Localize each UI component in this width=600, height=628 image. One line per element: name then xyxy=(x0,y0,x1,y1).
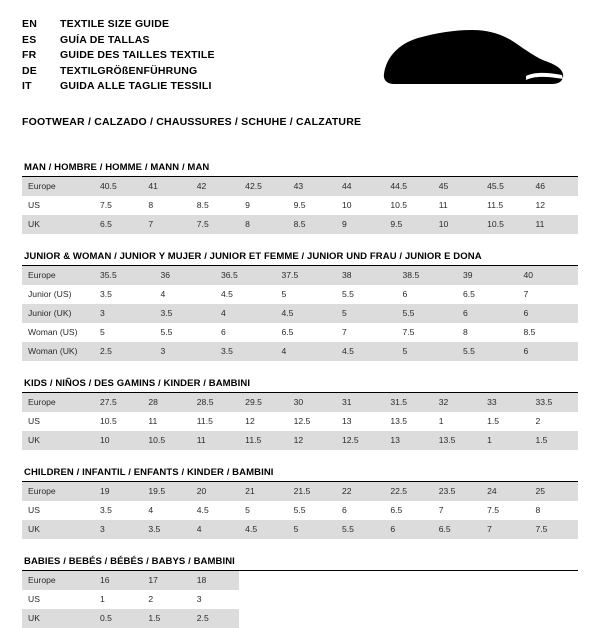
size-table xyxy=(22,266,578,361)
size-table-body xyxy=(22,482,578,539)
size-cell: 1 xyxy=(100,594,105,604)
row-label: US xyxy=(28,505,40,515)
row-label: US xyxy=(28,416,40,426)
dress-shoe-icon xyxy=(376,22,566,94)
size-cell: 12 xyxy=(535,200,546,210)
section-title: CHILDREN / INFANTIL / ENFANTS / KINDER / BAMBINI xyxy=(22,467,578,482)
row-label: Junior (US) xyxy=(28,289,72,299)
size-cell: 3.5 xyxy=(142,520,190,539)
size-cell: 3.5 xyxy=(100,505,112,515)
size-cell: 7 xyxy=(142,215,190,234)
document-header xyxy=(0,0,600,110)
size-cell: 8.5 xyxy=(523,327,536,337)
size-cell: 5.5 xyxy=(457,342,518,361)
language-title-list xyxy=(22,18,215,96)
size-cell: 10 xyxy=(341,200,352,210)
table-row xyxy=(22,393,578,412)
size-cell: 7.5 xyxy=(100,200,112,210)
size-table xyxy=(22,482,578,539)
size-cell: 6 xyxy=(518,342,579,361)
size-cell: 4.5 xyxy=(196,505,209,515)
table-row xyxy=(22,520,578,539)
size-cell: 16 xyxy=(94,571,142,590)
size-cell: 6 xyxy=(518,304,579,323)
language-row xyxy=(22,80,215,96)
size-cell: 38 xyxy=(336,266,397,285)
size-cell: 9 xyxy=(336,215,384,234)
size-cell: 6.5 xyxy=(463,289,475,299)
size-table-body xyxy=(22,393,578,450)
size-cell: 12.5 xyxy=(336,431,384,450)
empty-cell xyxy=(481,609,529,628)
size-cell: 2.5 xyxy=(191,609,239,628)
size-cell: 12.5 xyxy=(293,416,311,426)
size-cell: 7.5 xyxy=(402,327,415,337)
dress-shoe-icon-svg xyxy=(376,22,566,94)
empty-cell xyxy=(384,609,432,628)
size-cell: 6.5 xyxy=(281,327,294,337)
size-cell: 5 xyxy=(281,289,287,299)
size-cell: 5 xyxy=(245,505,250,515)
size-cell: 5.5 xyxy=(293,505,306,515)
size-cell: 33 xyxy=(481,393,529,412)
size-cell: 36 xyxy=(155,266,216,285)
size-cell: 13 xyxy=(384,431,432,450)
size-cell: 6 xyxy=(384,520,432,539)
size-cell: 42 xyxy=(191,177,239,196)
empty-cell xyxy=(481,571,529,590)
size-cell: 23.5 xyxy=(433,482,481,501)
size-cell: 12 xyxy=(288,431,336,450)
size-cell: 30 xyxy=(288,393,336,412)
size-cell: 4.5 xyxy=(239,520,287,539)
row-label: Junior (UK) xyxy=(22,304,94,323)
section-title: BABIES / BEBÉS / BÉBÉS / BABYS / BAMBINI xyxy=(22,556,578,571)
size-cell: 41 xyxy=(142,177,190,196)
empty-cell xyxy=(530,609,578,628)
language-code: DE xyxy=(22,64,37,77)
size-cell: 33.5 xyxy=(530,393,578,412)
empty-cell xyxy=(336,571,384,590)
size-cell: 3 xyxy=(94,304,155,323)
size-cell: 3 xyxy=(94,520,142,539)
size-cell: 19 xyxy=(94,482,142,501)
language-code: IT xyxy=(22,80,32,92)
section-children xyxy=(22,467,578,539)
size-cell: 31 xyxy=(336,393,384,412)
language-title: GUIDA ALLE TAGLIE TESSILI xyxy=(60,80,212,92)
section-title: KIDS / NIÑOS / DES GAMINS / KINDER / BAMBINI xyxy=(22,378,578,393)
empty-cell xyxy=(336,609,384,628)
language-title: GUÍA DE TALLAS xyxy=(60,33,150,46)
size-cell: 1 xyxy=(438,416,444,426)
size-cell: 21 xyxy=(239,482,287,501)
size-cell: 11 xyxy=(530,215,578,234)
size-cell: 4 xyxy=(148,505,154,515)
size-cell: 4 xyxy=(191,520,239,539)
size-cell: 13 xyxy=(341,416,352,426)
size-cell: 10.5 xyxy=(481,215,529,234)
size-cell: 45 xyxy=(433,177,481,196)
size-cell: 6 xyxy=(341,505,347,515)
size-cell: 27.5 xyxy=(94,393,142,412)
table-row xyxy=(22,266,578,285)
row-label: Woman (UK) xyxy=(22,342,94,361)
size-cell: 11 xyxy=(191,431,239,450)
table-row xyxy=(22,196,578,215)
size-cell: 10.5 xyxy=(142,431,190,450)
size-table xyxy=(22,393,578,450)
size-cell: 8 xyxy=(463,327,468,337)
size-cell: 6 xyxy=(221,327,226,337)
language-code: ES xyxy=(22,33,37,46)
size-cell: 9.5 xyxy=(384,215,432,234)
size-cell: 46 xyxy=(530,177,578,196)
size-cell: 7 xyxy=(342,327,347,337)
size-cell: 3 xyxy=(155,342,216,361)
size-cell: 12 xyxy=(245,416,255,426)
size-table-body xyxy=(22,266,578,361)
size-cell: 5 xyxy=(397,342,458,361)
size-cell: 3.5 xyxy=(155,304,216,323)
size-cell: 11.5 xyxy=(487,200,504,210)
size-cell: 0.5 xyxy=(94,609,142,628)
size-cell: 6.5 xyxy=(433,520,481,539)
size-cell: 40.5 xyxy=(94,177,142,196)
size-cell: 4.5 xyxy=(221,289,233,299)
table-row xyxy=(22,431,578,450)
size-cell: 7 xyxy=(481,520,529,539)
size-cell: 10 xyxy=(433,215,481,234)
size-cell: 13.5 xyxy=(390,416,408,426)
size-cell: 10 xyxy=(94,431,142,450)
table-row xyxy=(22,304,578,323)
size-cell: 28 xyxy=(142,393,190,412)
row-label: Europe xyxy=(22,571,94,590)
empty-cell xyxy=(288,571,336,590)
size-cell: 5.5 xyxy=(342,289,354,299)
size-cell: 3 xyxy=(196,594,202,604)
empty-cell xyxy=(288,609,336,628)
size-cell: 1.5 xyxy=(487,416,500,426)
size-cell: 44.5 xyxy=(384,177,432,196)
row-label: US xyxy=(28,200,40,210)
size-cell: 6 xyxy=(457,304,518,323)
size-cell: 5.5 xyxy=(397,304,458,323)
empty-cell xyxy=(433,609,481,628)
size-cell: 8 xyxy=(239,215,287,234)
language-title: TEXTILGRÖßENFÜHRUNG xyxy=(60,64,198,77)
size-cell: 10.5 xyxy=(390,200,408,210)
size-cell: 5.5 xyxy=(160,327,173,337)
table-row xyxy=(22,412,578,431)
size-cell: 22 xyxy=(336,482,384,501)
table-row xyxy=(22,501,578,520)
language-title-list-body xyxy=(22,18,215,96)
size-cell: 9.5 xyxy=(293,200,306,210)
size-cell: 7.5 xyxy=(487,505,500,515)
size-cell: 19.5 xyxy=(142,482,190,501)
size-cell: 17 xyxy=(142,571,190,590)
size-cell: 2 xyxy=(148,594,154,604)
size-cell: 1.5 xyxy=(142,609,190,628)
row-label: Europe xyxy=(22,482,94,501)
language-row xyxy=(22,49,215,65)
section-kids xyxy=(22,378,578,450)
language-row xyxy=(22,65,215,81)
size-cell: 1 xyxy=(481,431,529,450)
table-row xyxy=(22,609,578,628)
empty-cell xyxy=(239,571,287,590)
size-cell: 5 xyxy=(336,304,397,323)
table-row xyxy=(22,482,578,501)
table-row xyxy=(22,323,578,342)
size-cell: 7 xyxy=(438,505,444,515)
size-cell: 43 xyxy=(288,177,336,196)
size-cell: 8 xyxy=(148,200,154,210)
size-cell: 24 xyxy=(481,482,529,501)
row-label: UK xyxy=(22,431,94,450)
row-label: US xyxy=(28,594,40,604)
size-cell: 42.5 xyxy=(239,177,287,196)
size-cell: 4.5 xyxy=(276,304,337,323)
size-cell: 44 xyxy=(336,177,384,196)
section-junior-woman xyxy=(22,251,578,361)
size-cell: 7.5 xyxy=(530,520,578,539)
size-cell: 9 xyxy=(245,200,250,210)
empty-cell xyxy=(384,571,432,590)
section-man xyxy=(22,162,578,234)
size-cell: 5.5 xyxy=(336,520,384,539)
size-cell: 10.5 xyxy=(100,416,117,426)
empty-cell xyxy=(433,571,481,590)
language-code: EN xyxy=(22,18,37,30)
category-heading: FOOTWEAR / CALZADO / CHAUSSURES / SCHUHE / CALZATURE xyxy=(22,116,362,128)
size-cell: 7.5 xyxy=(191,215,239,234)
row-label: Europe xyxy=(22,266,94,285)
size-cell: 4 xyxy=(276,342,337,361)
table-row xyxy=(22,342,578,361)
size-cell: 6 xyxy=(402,289,408,299)
size-cell: 5 xyxy=(100,327,105,337)
language-row xyxy=(22,18,215,34)
row-label: Woman (US) xyxy=(28,327,78,337)
size-cell: 2.5 xyxy=(94,342,155,361)
size-cell: 36.5 xyxy=(215,266,276,285)
size-cell: 11.5 xyxy=(239,431,287,450)
size-cell: 4 xyxy=(160,289,166,299)
size-table xyxy=(22,177,578,234)
row-label: UK xyxy=(22,609,94,628)
size-cell: 7 xyxy=(523,289,529,299)
size-cell: 4.5 xyxy=(336,342,397,361)
size-cell: 4 xyxy=(215,304,276,323)
size-cell: 8 xyxy=(535,505,541,515)
size-cell: 37.5 xyxy=(276,266,337,285)
size-cell: 38.5 xyxy=(397,266,458,285)
size-cell: 6.5 xyxy=(390,505,403,515)
language-code: FR xyxy=(22,49,37,61)
table-row xyxy=(22,285,578,304)
size-cell: 13.5 xyxy=(433,431,481,450)
table-row xyxy=(22,571,578,590)
size-cell: 8.5 xyxy=(288,215,336,234)
size-cell: 25 xyxy=(530,482,578,501)
size-cell: 6.5 xyxy=(94,215,142,234)
size-cell: 45.5 xyxy=(481,177,529,196)
section-babies xyxy=(22,556,578,628)
size-cell: 28.5 xyxy=(191,393,239,412)
size-cell: 5 xyxy=(288,520,336,539)
size-cell: 18 xyxy=(191,571,239,590)
size-cell: 39 xyxy=(457,266,518,285)
row-label: UK xyxy=(22,520,94,539)
table-row xyxy=(22,215,578,234)
size-cell: 1.5 xyxy=(530,431,578,450)
language-title: TEXTILE SIZE GUIDE xyxy=(60,18,170,30)
size-cell: 3.5 xyxy=(100,289,112,299)
language-row xyxy=(22,34,215,50)
size-cell: 11 xyxy=(148,416,158,426)
empty-cell xyxy=(530,571,578,590)
size-cell: 3.5 xyxy=(215,342,276,361)
size-cell: 40 xyxy=(518,266,579,285)
empty-cell xyxy=(239,609,287,628)
size-cell: 29.5 xyxy=(239,393,287,412)
section-title: JUNIOR & WOMAN / JUNIOR Y MUJER / JUNIOR ET FEMME / JUNIOR UND FRAU / JUNIOR E DONA xyxy=(22,251,578,266)
size-cell: 20 xyxy=(191,482,239,501)
size-sections xyxy=(0,162,600,628)
row-label: Europe xyxy=(22,177,94,196)
size-cell: 32 xyxy=(433,393,481,412)
size-cell: 11 xyxy=(438,200,448,210)
size-cell: 11.5 xyxy=(196,416,213,426)
size-table-body xyxy=(22,177,578,234)
table-row xyxy=(22,177,578,196)
size-cell: 21.5 xyxy=(288,482,336,501)
size-cell: 2 xyxy=(535,416,541,426)
row-label: UK xyxy=(22,215,94,234)
section-title: MAN / HOMBRE / HOMME / MANN / MAN xyxy=(22,162,578,177)
language-title: GUIDE DES TAILLES TEXTILE xyxy=(60,49,215,61)
size-cell: 35.5 xyxy=(94,266,155,285)
row-label: Europe xyxy=(22,393,94,412)
size-cell: 8.5 xyxy=(196,200,209,210)
size-cell: 31.5 xyxy=(384,393,432,412)
size-cell: 22.5 xyxy=(384,482,432,501)
